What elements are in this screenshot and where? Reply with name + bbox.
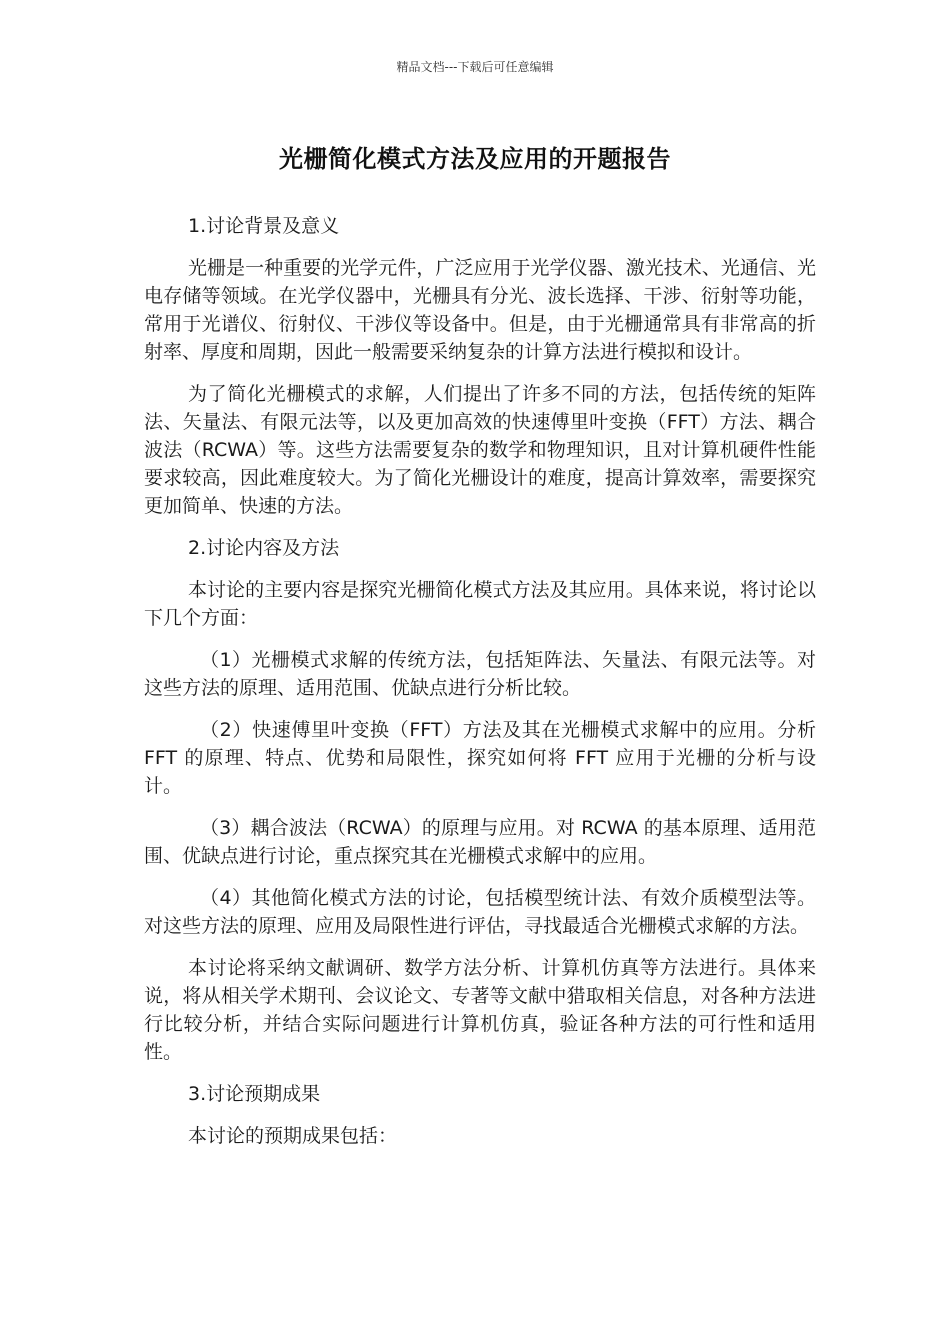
header-note: 精品文档---下载后可任意编辑 <box>396 60 554 74</box>
paragraph: 本讨论将采纳文献调研、数学方法分析、计算机仿真等方法进行。具体来说，将从相关学术期刊、会议论文、专著等文献中猎取相关信息，对各种方法进行比较分析，并结合实际问题进行计算机仿真，验证各种方法的可行性和适用性。 <box>144 957 816 1063</box>
list-item: （3）耦合波法（RCWA）的原理与应用。对 RCWA 的基本原理、适用范围、优缺点进行讨论，重点探究其在光栅模式求解中的应用。 <box>144 817 816 867</box>
section-heading-3: 3.讨论预期成果 <box>188 1083 321 1105</box>
paragraph: 为了简化光栅模式的求解，人们提出了许多不同的方法，包括传统的矩阵法、矢量法、有限元法等，以及更加高效的快速傅里叶变换（FFT）方法、耦合波法（RCWA）等。这些方法需要复杂的数学和物理知识，且对计算机硬件性能要求较高，因此难度较大。为了简化光栅设计的难度，提高计算效率，需要探究更加简单、快速的方法。 <box>144 383 816 517</box>
document-title: 光栅简化模式方法及应用的开题报告 <box>279 145 671 173</box>
document-body <box>144 212 816 1164</box>
section-heading-2: 2.讨论内容及方法 <box>188 537 340 559</box>
paragraph: 本讨论的预期成果包括： <box>188 1125 398 1147</box>
paragraph: 光栅是一种重要的光学元件，广泛应用于光学仪器、激光技术、光通信、光电存储等领域。在光学仪器中，光栅具有分光、波长选择、干涉、衍射等功能，常用于光谱仪、衍射仪、干涉仪等设备中。但是，由于光栅通常具有非常高的折射率、厚度和周期，因此一般需要采纳复杂的计算方法进行模拟和设计。 <box>144 257 816 363</box>
list-item: （1）光栅模式求解的传统方法，包括矩阵法、矢量法、有限元法等。对这些方法的原理、适用范围、优缺点进行分析比较。 <box>144 649 816 699</box>
section-heading-1: 1.讨论背景及意义 <box>188 215 340 237</box>
list-item: （4）其他简化模式方法的讨论，包括模型统计法、有效介质模型法等。对这些方法的原理、应用及局限性进行评估，寻找最适合光栅模式求解的方法。 <box>144 887 816 937</box>
list-item: （2）快速傅里叶变换（FFT）方法及其在光栅模式求解中的应用。分析 FFT 的原理、特点、优势和局限性，探究如何将 FFT 应用于光栅的分析与设计。 <box>144 719 816 797</box>
paragraph: 本讨论的主要内容是探究光栅简化模式方法及其应用。具体来说，将讨论以下几个方面： <box>144 579 816 629</box>
